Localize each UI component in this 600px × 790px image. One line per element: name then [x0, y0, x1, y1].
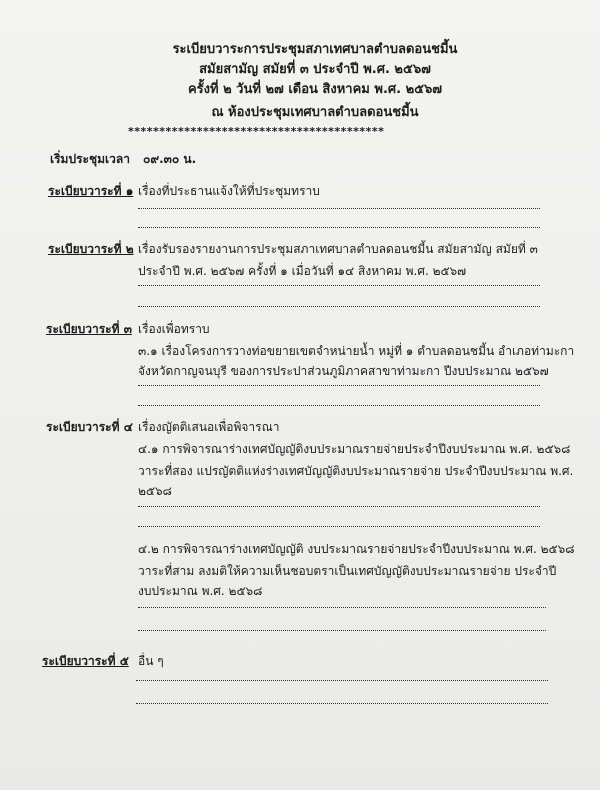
start-time-label: เริ่มประชุมเวลา [50, 152, 130, 166]
meeting-date-line: ครั้งที่ ๒ วันที่ ๒๗ เดือน สิงหาคม พ.ศ. ๒๕๖๗ [187, 82, 443, 97]
agenda-2-label: ระเบียบวาระที่ ๒ [48, 242, 134, 256]
agenda-1-label: ระเบียบวาระที่ ๑ [48, 184, 134, 198]
agenda-3-title: เรื่องเพื่อทราบ [138, 322, 210, 336]
agenda-2-blank-line [138, 285, 540, 286]
agenda-3-item-1: ๓.๑ เรื่องโครงการวางท่อขยายเขตจำหน่ายน้ำ หมู่ที่ ๑ ตำบลดอนชมี้น อำเภอท่ามะกา [138, 344, 575, 358]
agenda-2-blank-line [138, 306, 540, 307]
agenda-4-blank-line [138, 607, 546, 608]
agenda-5-label: ระเบียบวาระที่ ๕ [42, 654, 129, 668]
agenda-4-item-2-cont: วาระที่สาม ลงมติให้ความเห็นชอบตราเป็นเทศบัญญัติงบประมาณรายจ่าย ประจำปี [138, 564, 557, 578]
agenda-2-detail: ประจำปี พ.ศ. ๒๕๖๗ ครั้งที่ ๑ เมื่อวันที่ ๑๔ สิงหาคม พ.ศ. ๒๕๖๗ [138, 264, 467, 278]
agenda-4-blank-line [138, 630, 546, 631]
agenda-5-title: อื่น ๆ [138, 654, 164, 668]
agenda-1-title: เรื่องที่ประธานแจ้งให้ที่ประชุมทราบ [138, 184, 320, 198]
agenda-4-blank-line [138, 506, 540, 507]
agenda-5-blank-line [136, 703, 548, 704]
separator-stars: ***************************************** [128, 125, 385, 138]
agenda-3-blank-line [138, 385, 540, 386]
agenda-3-label: ระเบียบวาระที่ ๓ [46, 322, 132, 336]
agenda-4-item-1-cont: วาระที่สอง แปรญัตติแห่งร่างเทศบัญญัติงบประมาณรายจ่าย ประจำปีงบประมาณ พ.ศ. [138, 464, 574, 478]
agenda-4-item-2-year: งบประมาณ พ.ศ. ๒๕๖๘ [138, 584, 263, 598]
agenda-4-label: ระเบียบวาระที่ ๔ [46, 420, 133, 434]
agenda-3-item-1-cont: จังหวัดกาญจนบุรี ของการประปาส่วนภูมิภาคสาขาท่ามะกา ปีงบประมาณ ๒๕๖๗ [138, 364, 549, 378]
agenda-5-blank-line [136, 680, 548, 681]
agenda-4-item-1: ๔.๑ การพิจารณาร่างเทศบัญญัติงบประมาณรายจ่ายประจำปีงบประมาณ พ.ศ. ๒๕๖๘ [138, 442, 571, 456]
agenda-4-item-2: ๔.๒ การพิจารณาร่างเทศบัญญัติ งบประมาณรายจ่ายประจำปีงบประมาณ พ.ศ. ๒๕๖๘ [138, 542, 575, 556]
agenda-2-title: เรื่องรับรองรายงานการประชุมสภาเทศบาลตำบลดอนชมี้น สมัยสามัญ สมัยที่ ๓ [138, 242, 538, 256]
agenda-4-item-1-year: ๒๕๖๘ [138, 484, 172, 498]
session-line: สมัยสามัญ สมัยที่ ๓ ประจำปี พ.ศ. ๒๕๖๗ [199, 62, 431, 77]
agenda-3-blank-line [138, 405, 540, 406]
agenda-1-blank-line [138, 227, 540, 228]
meeting-venue-line: ณ ห้องประชุมเทศบาลตำบลดอนชมี้น [211, 105, 419, 120]
agenda-4-title: เรื่องญัตติเสนอเพื่อพิจารณา [138, 420, 280, 434]
start-time-value: ๐๙.๓๐ น. [143, 152, 197, 166]
document-title: ระเบียบวาระการประชุมสภาเทศบาลตำบลดอนชมี้น [172, 42, 458, 57]
agenda-4-blank-line [138, 526, 540, 527]
agenda-1-blank-line [138, 208, 540, 209]
